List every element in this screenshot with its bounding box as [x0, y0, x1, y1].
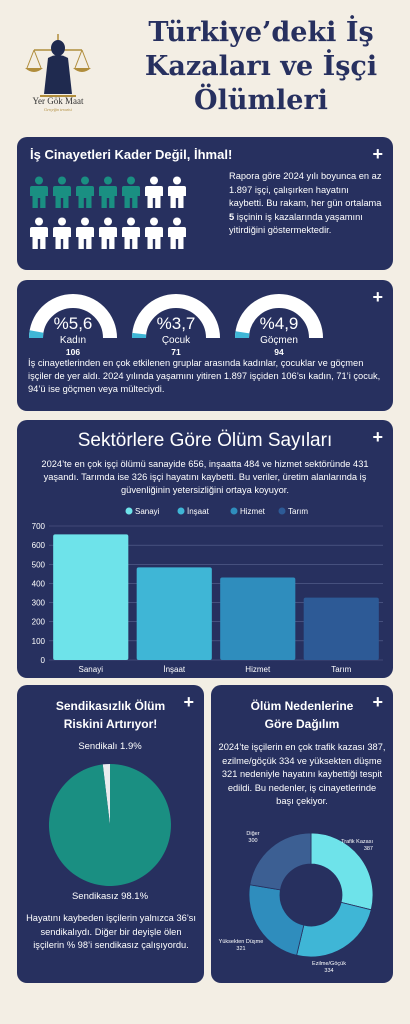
- pie-label: Sendikalı 1.9%: [78, 741, 142, 752]
- donut-label: Trafik Kazası 387: [341, 839, 373, 852]
- gauge-count: 71: [171, 347, 181, 357]
- gauge-count: 94: [274, 347, 284, 357]
- y-tick-label: 100: [31, 636, 45, 646]
- section4-title: Sendikasızlık Ölüm Riskini Artırıyor!: [55, 699, 166, 731]
- gauge-value: %4,9: [259, 314, 299, 333]
- section5-title: Ölüm Nedenlerine Göre Dağılım: [250, 699, 354, 731]
- expand-plus-icon[interactable]: +: [372, 144, 383, 164]
- donut-label: Yüksekten Düşme 321: [218, 939, 264, 952]
- expand-plus-icon[interactable]: +: [183, 692, 194, 712]
- section1-text: Rapora göre 2024 yılı boyunca en az 1.897 işçi, çalışırken hayatını kaybetti. Bu rakam, her gün ortalama 5 işçinin iş kazalarında yaşamını yitirdiğini göstermektedir.: [229, 171, 382, 235]
- person-icon: [74, 176, 96, 209]
- section2-text: İş cinayetlerinden en çok etkilenen gruplar arasında kadınlar, çocuklar ve göçmen işçiler de yer aldı. 2024 yılında yaşamını yitiren 1.897 işçiden 106’sı kadın, 71’i çocuk, 94’ü ise göçmen veya mülteciydi.: [28, 358, 381, 394]
- legend-marker: [279, 508, 286, 515]
- union-pie-chart: [17, 735, 204, 905]
- brand-name: Yer Gök Maat: [32, 96, 84, 106]
- gauge-value: %5,6: [53, 314, 93, 333]
- y-tick-label: 0: [40, 656, 45, 665]
- x-tick-label: İnşaat: [163, 665, 186, 674]
- legend-label: İnşaat: [187, 507, 209, 516]
- person-icon: [120, 217, 142, 250]
- x-tick-label: Tarım: [331, 665, 352, 674]
- bar: [53, 534, 128, 660]
- causes-donut-chart: [211, 815, 393, 980]
- donut-slice: [250, 833, 311, 890]
- gauge-value: %3,7: [156, 314, 196, 333]
- legend-marker: [178, 508, 185, 515]
- legend-label: Hizmet: [240, 507, 265, 516]
- section3-text: 2024’te en çok işçi ölümü sanayide 656, inşaatta 484 ve hizmet sektöründe 431 yaşandı. Tarımda ise 326 işçi hayatını kaybetti. Bu veriler, üretim alanlarında iş güvenliğinin yetersizliğini ortaya koyuyor.: [41, 459, 369, 495]
- page-title: Türkiye’deki İş Kazaları ve İşçi Ölümleri: [144, 17, 378, 116]
- gauge-label: Kadın: [59, 335, 87, 346]
- pie-label: Sendikasız 98.1%: [71, 891, 149, 902]
- expand-plus-icon[interactable]: +: [372, 287, 383, 307]
- brand-slogan: Gerçeğin terazisi: [44, 107, 72, 112]
- gauge-count: 106: [65, 347, 81, 357]
- gauge-label: Çocuk: [161, 335, 191, 346]
- person-icon: [143, 217, 165, 250]
- person-icon: [51, 176, 73, 209]
- person-icon: [74, 217, 96, 250]
- person-icon: [97, 217, 119, 250]
- y-tick-label: 600: [31, 541, 45, 551]
- person-icon: [120, 176, 142, 209]
- person-icon: [97, 176, 119, 209]
- y-tick-label: 300: [31, 598, 45, 608]
- person-icon: [166, 176, 188, 209]
- person-icon: [28, 217, 50, 250]
- logo-icon: [18, 28, 98, 104]
- legend-marker: [231, 508, 238, 515]
- section1-title: İş Cinayetleri Kader Değil, İhmal!: [30, 147, 233, 162]
- expand-plus-icon[interactable]: +: [372, 692, 383, 712]
- section4-text: Hayatını kaybeden işçilerin yalnızca 36’sı sendikalıydı. Diğer bir deyişle ölen işçilerin % 98’i sendikasız çalışıyordu.: [26, 913, 196, 950]
- legend-label: Sanayi: [135, 507, 160, 516]
- sector-bar-chart: [17, 500, 393, 675]
- person-icon: [143, 176, 165, 209]
- y-tick-label: 200: [31, 617, 45, 627]
- y-tick-label: 500: [31, 560, 45, 570]
- legend-label: Tarım: [288, 507, 308, 516]
- bar: [137, 567, 212, 660]
- people-pictogram: [28, 176, 198, 250]
- person-icon: [28, 176, 50, 209]
- section3-title: Sektörlere Göre Ölüm Sayıları: [77, 430, 333, 451]
- person-icon: [166, 217, 188, 250]
- section5-text: 2024’te işçilerin en çok trafik kazası 387, ezilme/göçük 334 ve yüksekten düşme 321 nedeniyle hayatını kaybettiği tespit edildi. Bu nedenler, iş cinayetlerinde başı çekiyor.: [218, 742, 386, 806]
- donut-label: Ezilme/Göçük 334: [312, 961, 346, 974]
- person-icon: [51, 217, 73, 250]
- x-tick-label: Sanayi: [78, 665, 103, 674]
- legend-marker: [126, 508, 133, 515]
- x-tick-label: Hizmet: [245, 665, 271, 674]
- bar: [304, 598, 379, 660]
- donut-label: Diğer 300: [246, 831, 260, 844]
- expand-plus-icon[interactable]: +: [372, 427, 383, 447]
- y-tick-label: 700: [31, 522, 45, 531]
- bar: [220, 577, 295, 660]
- gauge-label: Göçmen: [260, 335, 298, 346]
- donut-slice: [297, 902, 372, 957]
- y-tick-label: 400: [31, 579, 45, 589]
